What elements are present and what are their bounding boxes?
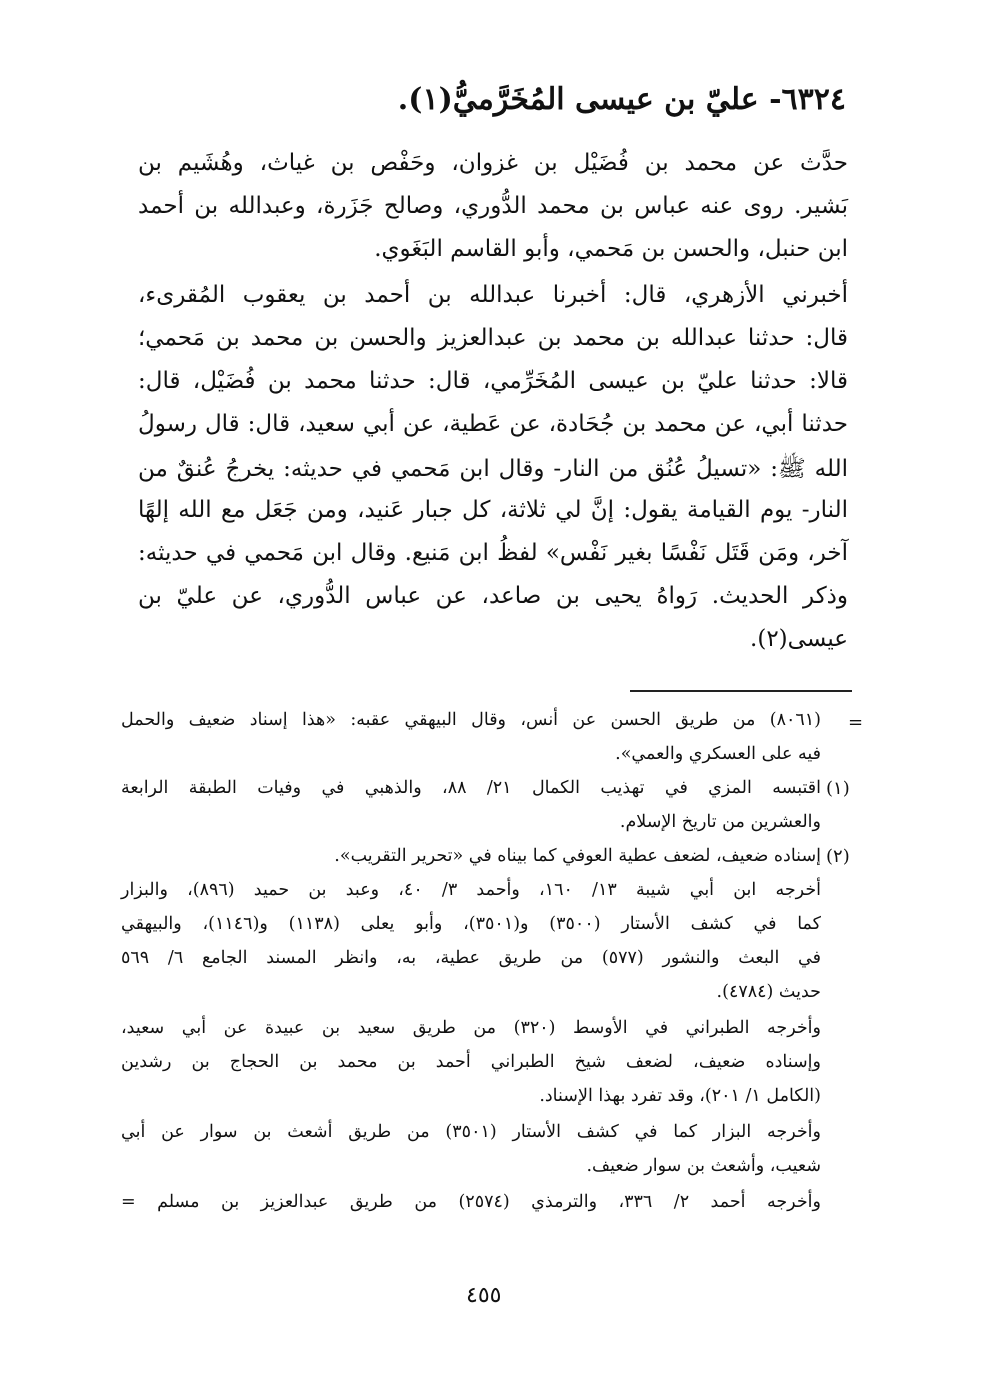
footnote-line: وأخرجه الطبراني في الأوسط (٣٢٠) من طريق سعيد بن عبيدة عن أبي سعيد، (121, 1018, 821, 1038)
footnote-2-mark: (٢) (826, 846, 850, 867)
body-line: ابن حنبل، والحسن بن مَحمي، وأبو القاسم البَغَوي. (374, 236, 848, 262)
body-line: قال: حدثنا عبدالله بن محمد بن عبدالعزيز والحسن بن محمد بن مَحمي؛ (138, 325, 848, 351)
footnote-line: إسناده ضعيف، لضعف عطية العوفي كما بيناه في «تحرير التقريب». (334, 846, 821, 866)
body-line: وذكر الحديث. رَواهُ يحيى بن صاعد، عن عباس الدُّوري، عن عليّ بن (138, 583, 848, 609)
footnote-line: (٨٠٦١) من طريق الحسن عن أنس، وقال البيهقي عقبه: «هذا إسناد ضعيف والحمل (121, 710, 821, 730)
body-line: أخبرني الأزهري، قال: أخبرنا عبدالله بن أحمد بن يعقوب المُقرىء، (138, 282, 848, 308)
body-line: آخر، ومَن قَتَل نَفْسًا بغير نَفْس» لفظُ ابن مَنيع. وقال ابن مَحمي في حديثه: (138, 540, 848, 566)
body-line: بَشير. روى عنه عباس بن محمد الدُّوري، وصالح جَزَرة، وعبدالله بن أحمد (138, 193, 848, 219)
body-line: عيسى(٢). (750, 626, 848, 652)
body-line: قالا: حدثنا عليّ بن عيسى المُخَرِّمي، قال: حدثنا محمد بن فُضَيْل، قال: (138, 368, 848, 394)
footnote-line: شعيب، وأشعث بن سوار ضعيف. (586, 1156, 821, 1176)
body-line: النار- يوم القيامة يقول: إنَّ لي ثلاثة، كل جبار عَنيد، ومن جَعَل مع الله إلهًا (138, 497, 848, 523)
footnote-1-mark: (١) (826, 778, 850, 799)
entry-title: ٦٣٢٤- عليّ بن عيسى المُخَرَّميُّ(١). (397, 82, 846, 117)
footnote-continuation-mark: = (848, 712, 864, 733)
footnote-line: كما في كشف الأستار (٣٥٠٠) و(٣٥٠١)، وأبو يعلى (١١٣٨) و(١١٤٦)، والبيهقي (121, 914, 822, 934)
body-line: الله ﷺ: «تسيلُ عُنُق من النار- وقال ابن مَحمي في حديثه: يخرجُ عُنقٌ من (138, 456, 848, 482)
footnote-line: في البعث والنشور (٥٧٧) من طريق عطية، به، وانظر المسند الجامع ٦/ ٥٦٩ (121, 948, 821, 968)
footnote-line: (الكامل ١/ ٢٠١)، وقد تفرد بهذا الإسناد. (539, 1086, 821, 1106)
footnote-line: وإسناده ضعيف، لضعف شيخ الطبراني أحمد بن محمد بن الحجاج بن رشدين (121, 1052, 821, 1072)
body-line: حدَّث عن محمد بن فُضَيْل بن غزوان، وحَفْص بن غياث، وهُشَيم بن (138, 150, 848, 176)
footnote-line: اقتبسه المزي في تهذيب الكمال ٢١/ ٨٨، والذهبي في وفيات الطبقة الرابعة (121, 778, 821, 798)
footnote-line: حديث (٤٧٨٤). (716, 982, 821, 1002)
footnote-line: وأخرجه البزار كما في كشف الأستار (٣٥٠١) من طريق أشعث بن سوار عن أبي (121, 1122, 821, 1142)
footnote-line: فيه على العسكري والعمي». (615, 744, 821, 764)
footnote-separator (630, 690, 852, 692)
footnote-line: والعشرين من تاريخ الإسلام. (619, 812, 821, 832)
footnote-line: وأخرجه أحمد ٢/ ٣٣٦، والترمذي (٢٥٧٤) من طريق عبدالعزيز بن مسلم = (121, 1192, 821, 1212)
body-line: حدثنا أبي، عن محمد بن جُحَادة، عن عَطية، عن أبي سعيد، قال: قال رسولُ (138, 411, 848, 437)
footnote-line: أخرجه ابن أبي شيبة ١٣/ ١٦٠، وأحمد ٣/ ٤٠، وعبد بن حميد (٨٩٦)، والبزار (121, 880, 821, 900)
page-number: ٤٥٥ (466, 1283, 502, 1308)
